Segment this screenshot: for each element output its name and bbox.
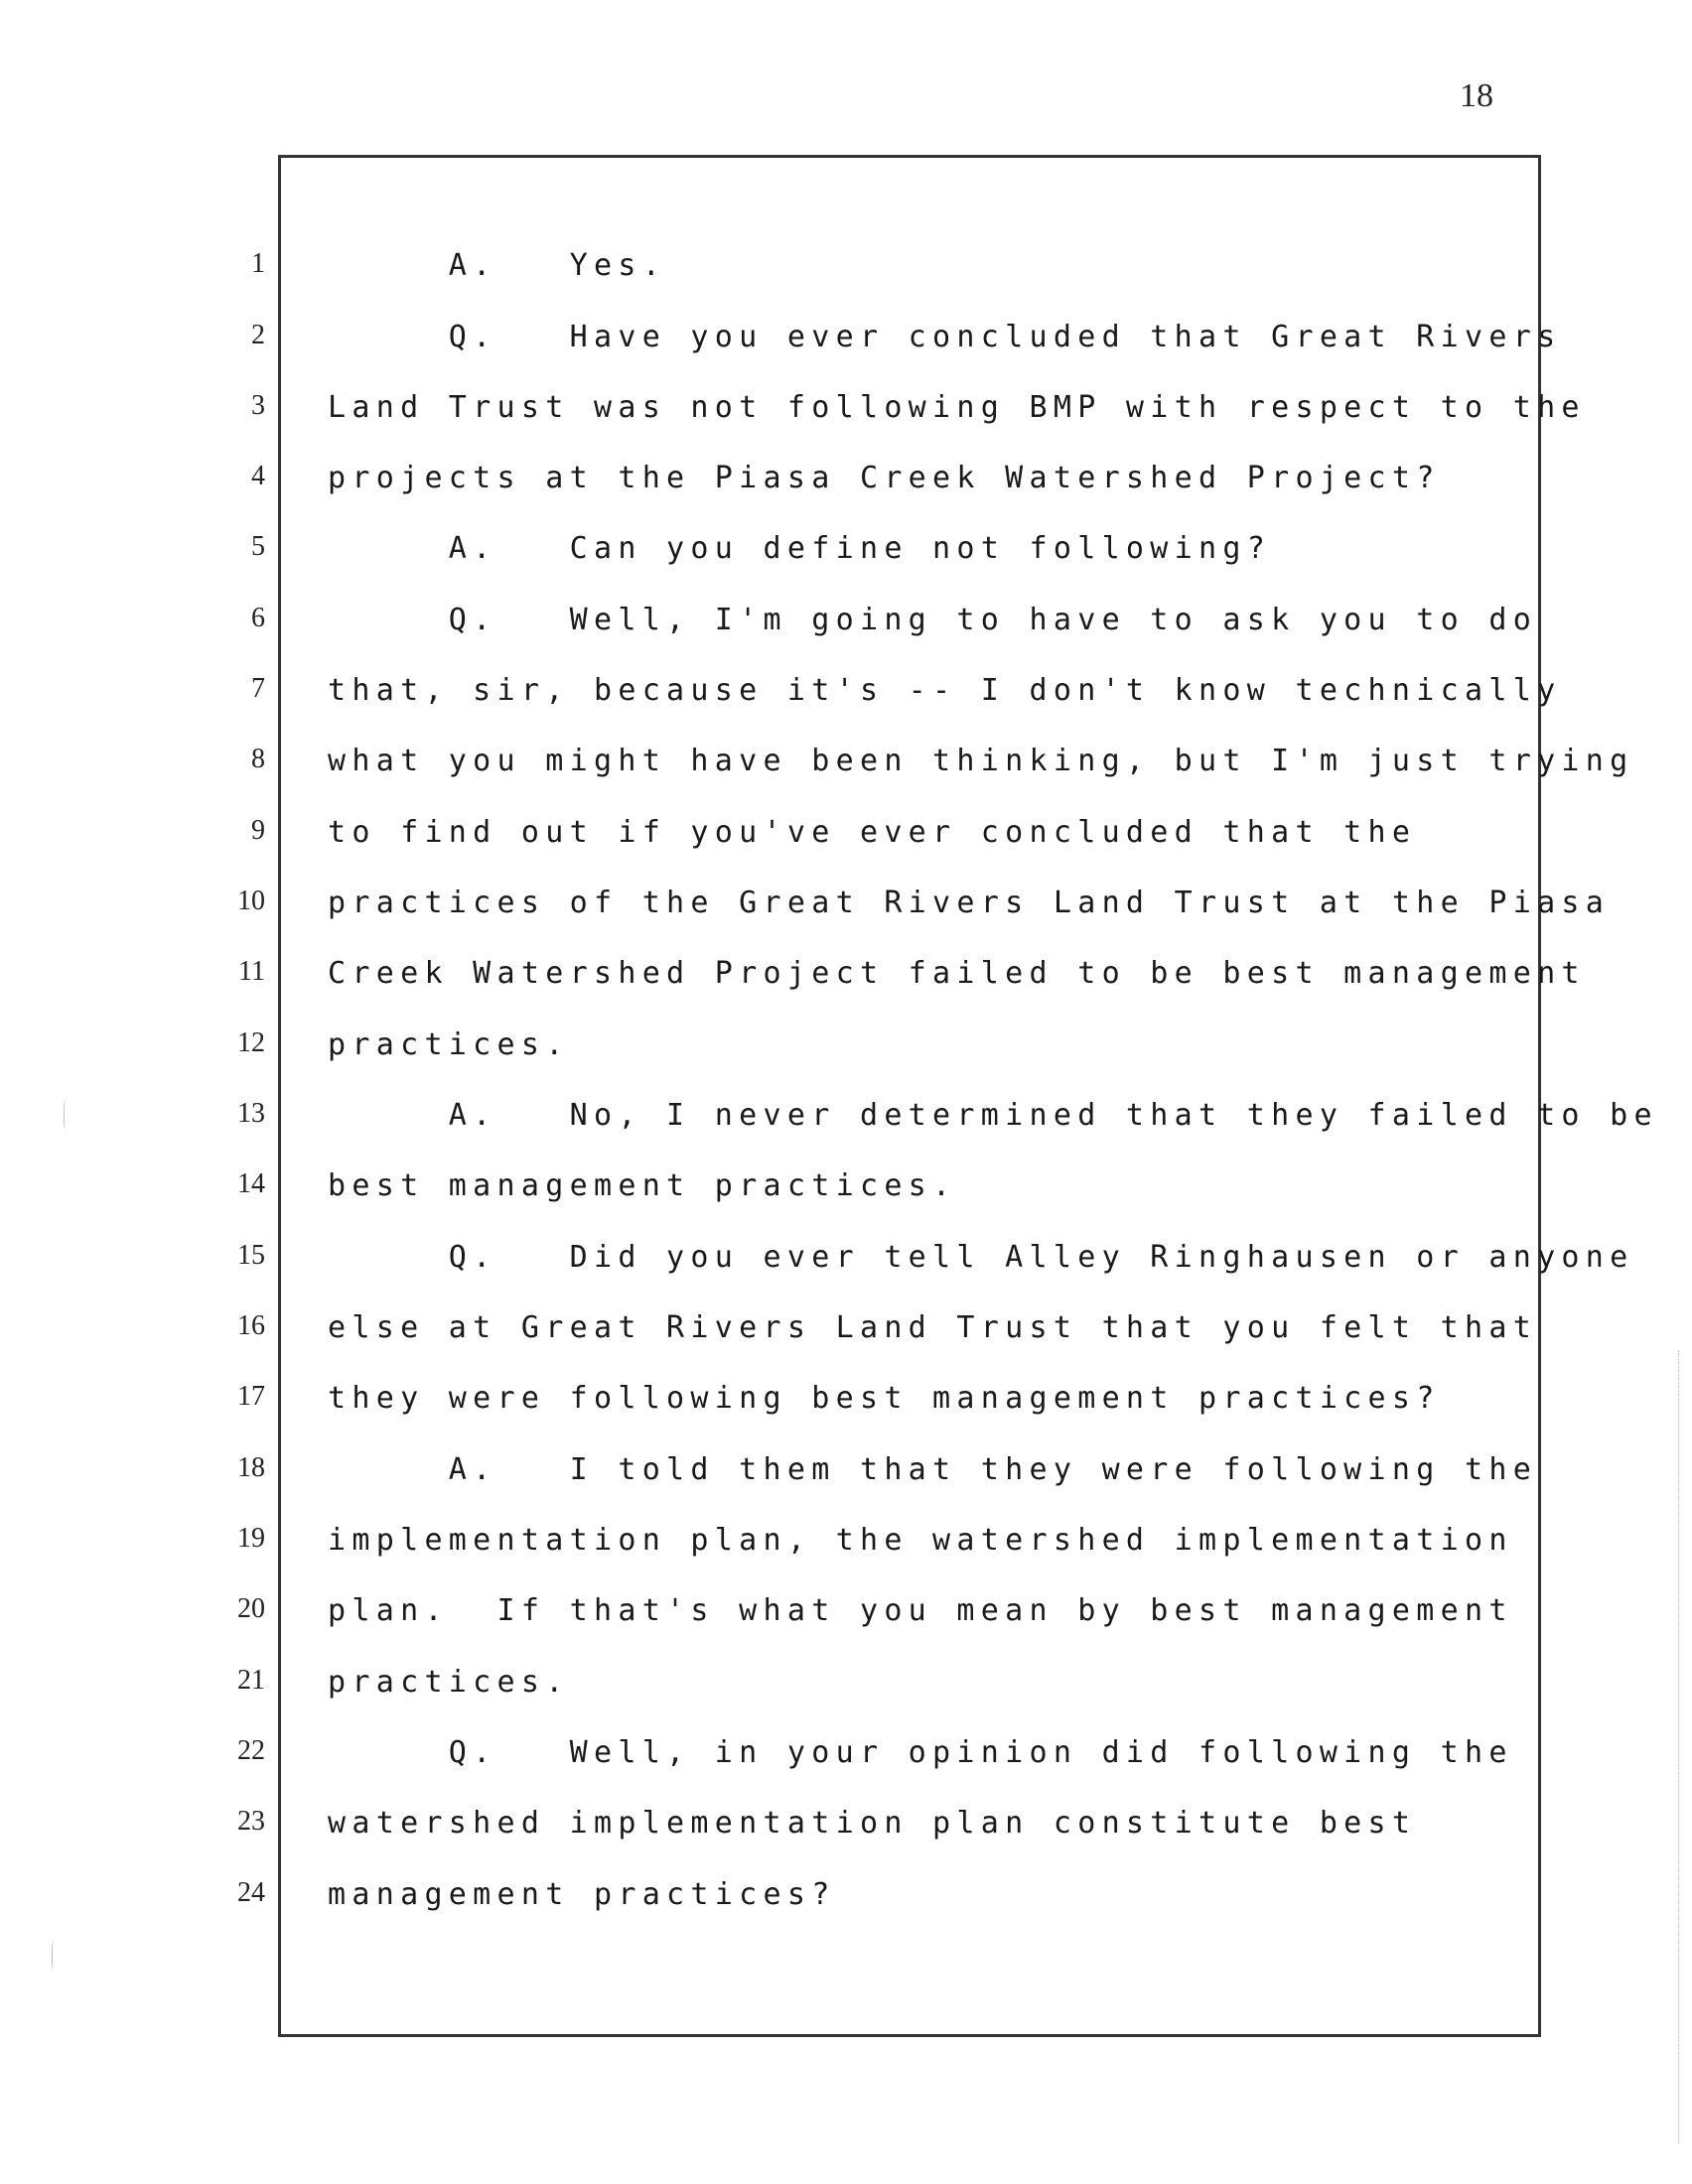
transcript-line: implementation plan, the watershed implementation: [328, 1523, 1513, 1558]
line-number: 11: [238, 956, 265, 987]
line-number: 4: [251, 461, 265, 491]
transcript-line: practices.: [328, 1665, 570, 1700]
scan-edge-line: [1678, 1350, 1679, 2144]
line-number: 18: [237, 1452, 265, 1483]
line-number: 15: [237, 1240, 265, 1271]
line-number: 10: [237, 886, 265, 916]
line-number: 9: [251, 815, 265, 846]
transcript-line: practices of the Great Rivers Land Trust at the Piasa: [328, 886, 1611, 920]
page-number: 18: [1460, 77, 1493, 114]
line-number: 24: [237, 1877, 265, 1908]
transcript-line: A. Yes.: [328, 248, 667, 283]
transcript-line: Q. Did you ever tell Alley Ringhausen or anyone: [328, 1240, 1634, 1275]
line-number: 8: [251, 744, 265, 774]
line-number: 7: [251, 673, 265, 704]
line-number: 21: [237, 1665, 265, 1696]
transcript-line: Q. Have you ever concluded that Great Rivers: [328, 320, 1562, 354]
transcript-line: best management practices.: [328, 1168, 957, 1203]
transcript-line: A. No, I never determined that they failed to be: [328, 1098, 1658, 1133]
scan-mark: [64, 1100, 67, 1130]
line-number: 13: [237, 1098, 265, 1129]
scan-mark: [52, 1941, 55, 1971]
transcript-line: else at Great Rivers Land Trust that you felt that: [328, 1310, 1538, 1345]
transcript-line: practices.: [328, 1027, 570, 1062]
line-number: 17: [237, 1381, 265, 1412]
line-number: 23: [237, 1806, 265, 1837]
transcript-line: that, sir, because it's -- I don't know technically: [328, 673, 1562, 708]
line-number: 19: [237, 1523, 265, 1554]
line-number: 20: [237, 1593, 265, 1624]
transcript-line: Creek Watershed Project failed to be best management: [328, 956, 1586, 991]
line-number: 12: [237, 1027, 265, 1058]
transcript-line: management practices?: [328, 1877, 836, 1912]
transcript-line: Q. Well, I'm going to have to ask you to do: [328, 603, 1538, 637]
transcript-line: Land Trust was not following BMP with respect to the: [328, 390, 1586, 425]
line-number: 2: [251, 320, 265, 350]
line-number: 14: [237, 1168, 265, 1199]
transcript-line: A. Can you define not following?: [328, 531, 1272, 566]
line-number: 1: [251, 248, 265, 279]
transcript-line: what you might have been thinking, but I'm just trying: [328, 744, 1634, 778]
transcript-line: Q. Well, in your opinion did following the: [328, 1735, 1513, 1770]
transcript-line: they were following best management practices?: [328, 1381, 1441, 1416]
line-number: 6: [251, 603, 265, 633]
transcript-line: plan. If that's what you mean by best management: [328, 1593, 1513, 1628]
line-number: 5: [251, 531, 265, 562]
line-number: 22: [237, 1735, 265, 1766]
line-number: 3: [251, 390, 265, 421]
transcript-line: A. I told them that they were following the: [328, 1452, 1538, 1487]
transcript-line: to find out if you've ever concluded that the: [328, 815, 1417, 850]
transcript-line: projects at the Piasa Creek Watershed Project?: [328, 461, 1441, 495]
line-number: 16: [237, 1310, 265, 1341]
transcript-line: watershed implementation plan constitute best: [328, 1806, 1417, 1841]
